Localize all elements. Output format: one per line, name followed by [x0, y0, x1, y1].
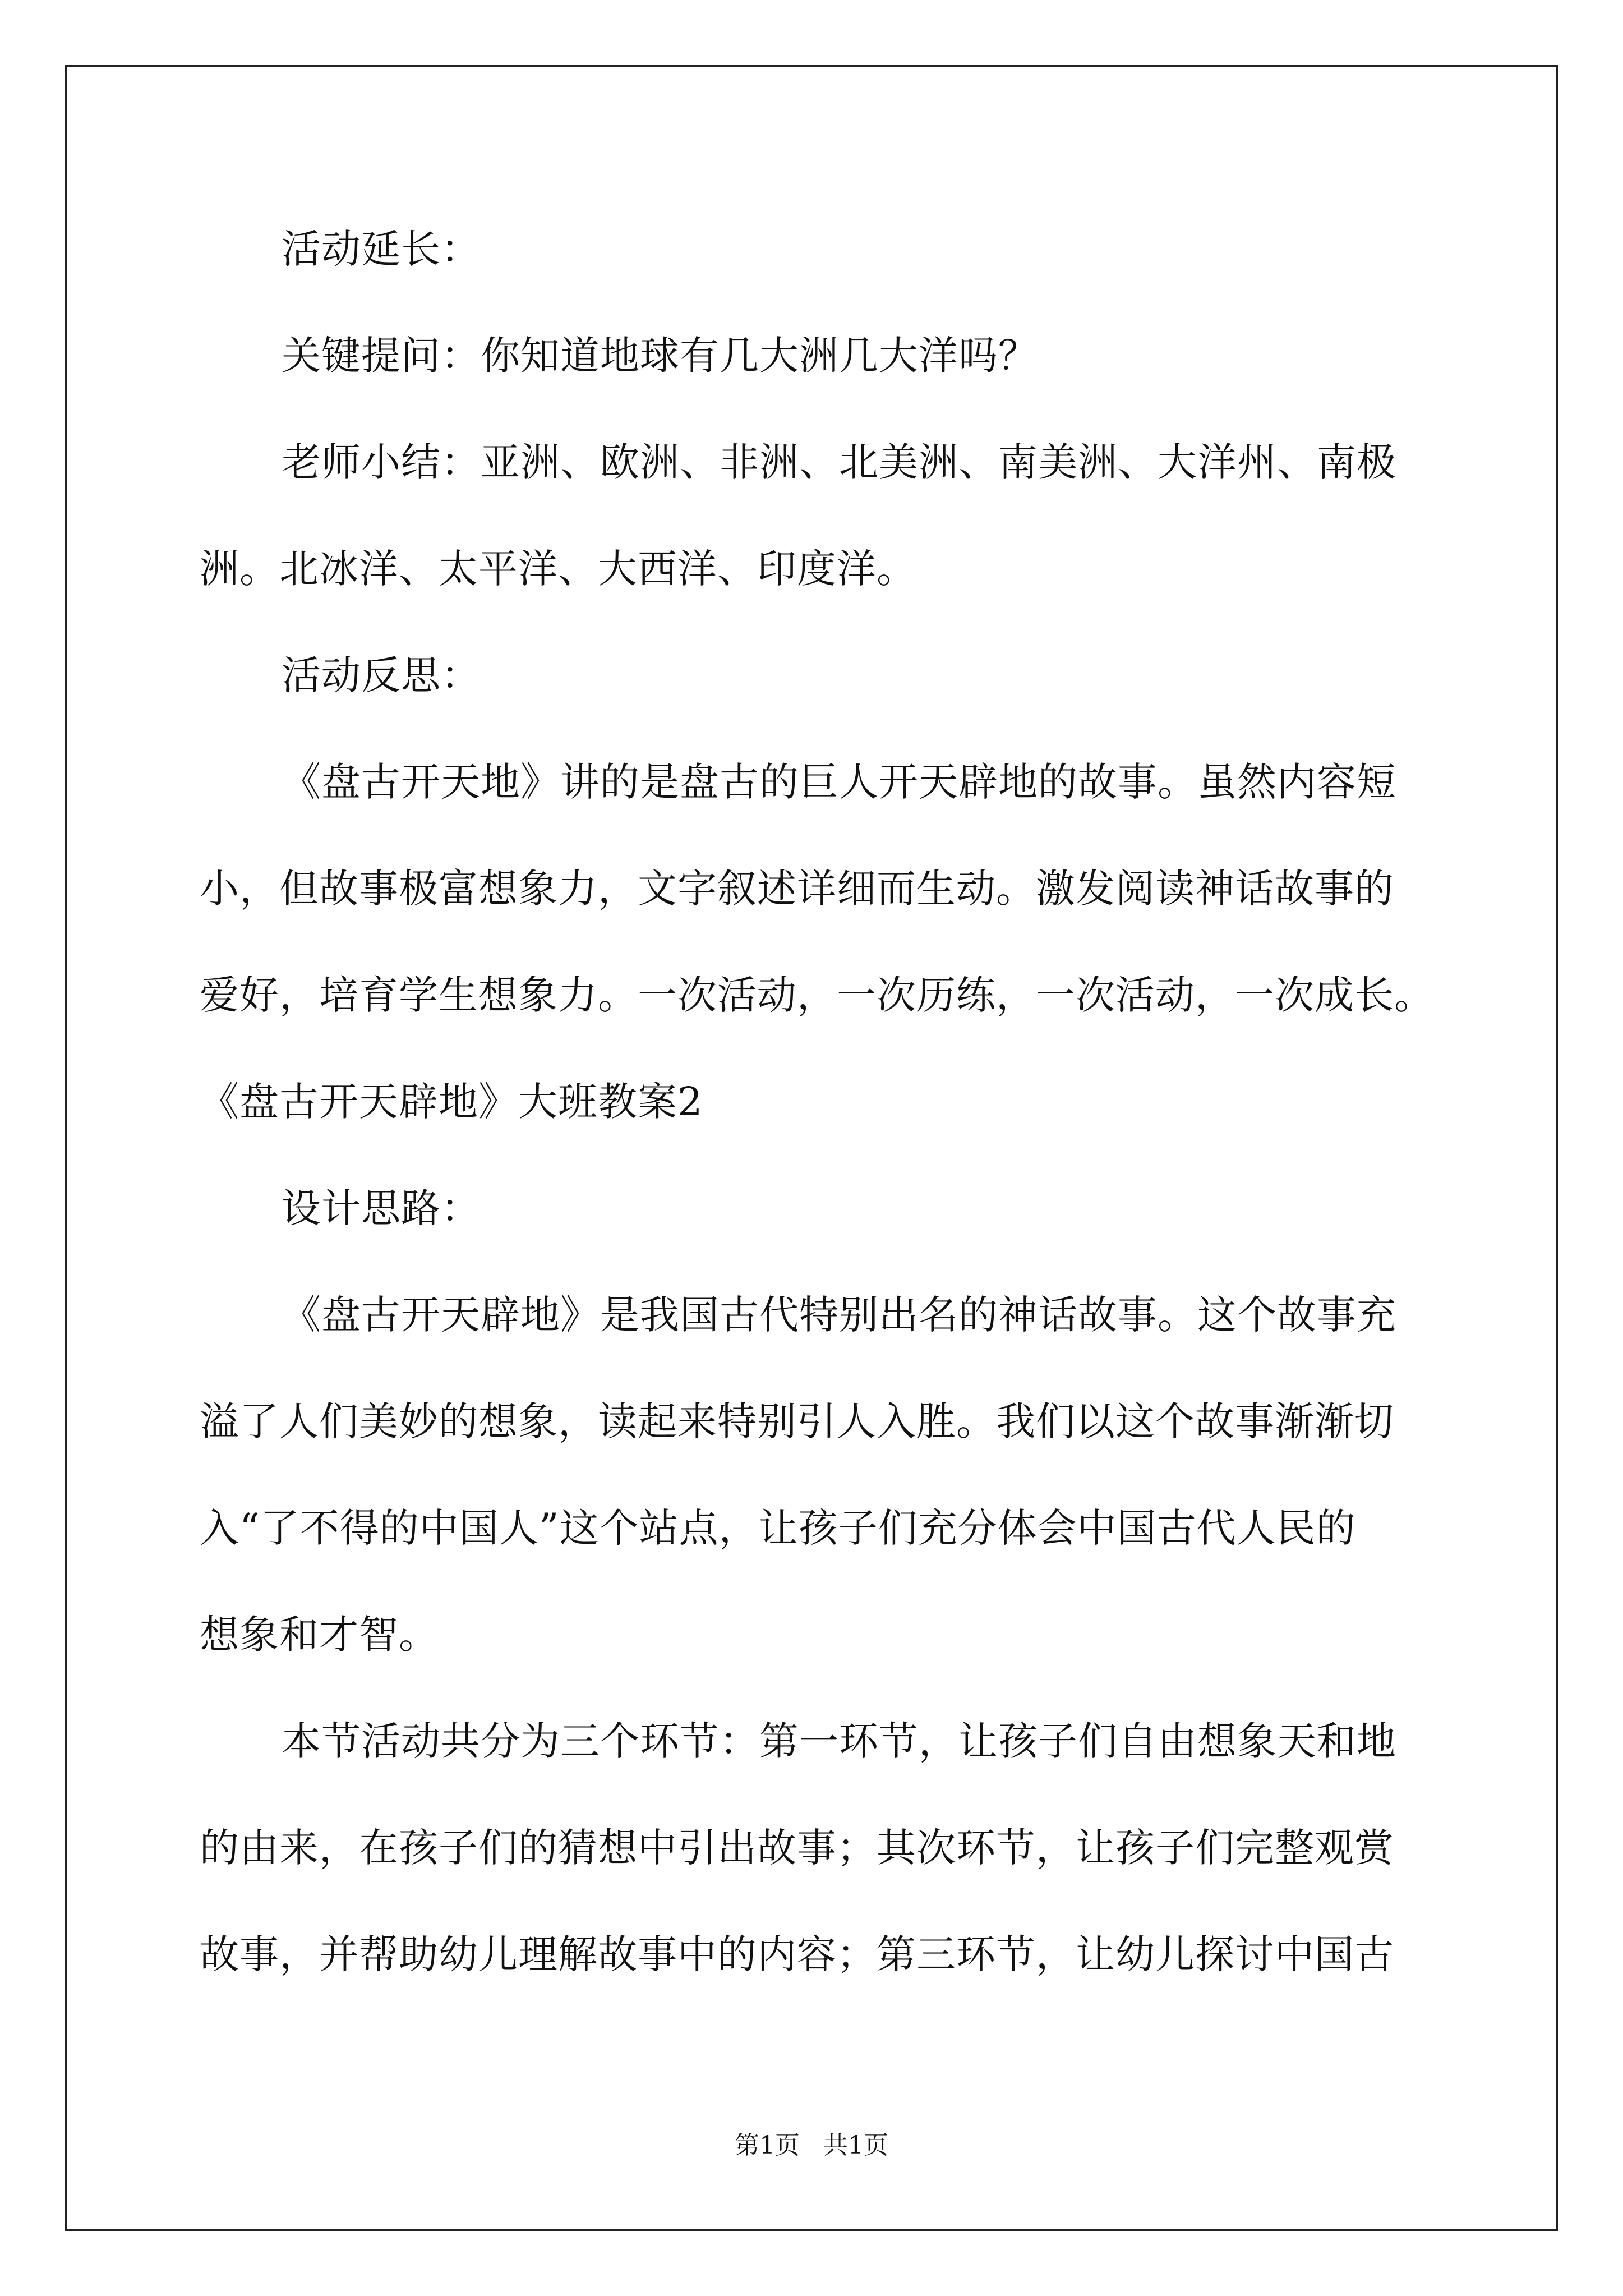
- page-border: [65, 65, 1558, 2231]
- paragraph-line: 想象和才智。: [200, 1612, 439, 1658]
- paragraph-line: 本节活动共分为三个环节：第一环节，让孩子们自由想象天和地: [282, 1718, 1396, 1764]
- paragraph-line: 入“了不得的中国人”这个站点，让孩子们充分体会中国古代人民的: [200, 1505, 1356, 1551]
- paragraph-line: 小，但故事极富想象力，文字叙述详细而生动。激发阅读神话故事的: [200, 866, 1394, 912]
- paragraph-line: 溢了人们美妙的想象，读起来特别引人入胜。我们以这个故事渐渐切: [200, 1398, 1394, 1444]
- paragraph-line: 老师小结：亚洲、欧洲、非洲、北美洲、南美洲、大洋州、南极: [282, 439, 1396, 485]
- paragraph-line: 的由来，在孩子们的猜想中引出故事；其次环节，让孩子们完整观赏: [200, 1825, 1394, 1871]
- paragraph-line: 活动延长：: [282, 226, 481, 272]
- page-footer: 第1页 共1页: [735, 2131, 888, 2160]
- paragraph-line: 《盘古开天辟地》是我国古代特别出名的神话故事。这个故事充: [282, 1292, 1396, 1338]
- paragraph-line: 故事，并帮助幼儿理解故事中的内容；第三环节，让幼儿探讨中国古: [200, 1931, 1394, 1977]
- paragraph-line: 关键提问：你知道地球有几大洲几大洋吗？: [282, 333, 1038, 379]
- paragraph-line: 设计思路：: [282, 1185, 481, 1231]
- paragraph-line: 《盘古开天地》讲的是盘古的巨人开天辟地的故事。虽然内容短: [282, 759, 1396, 805]
- section-heading: 《盘古开天辟地》大班教案2: [200, 1079, 703, 1125]
- paragraph-line: 爱好，培育学生想象力。一次活动，一次历练，一次活动，一次成长。: [200, 972, 1434, 1018]
- paragraph-line: 活动反思：: [282, 652, 481, 698]
- paragraph-line: 洲。北冰洋、太平洋、大西洋、印度洋。: [200, 546, 916, 592]
